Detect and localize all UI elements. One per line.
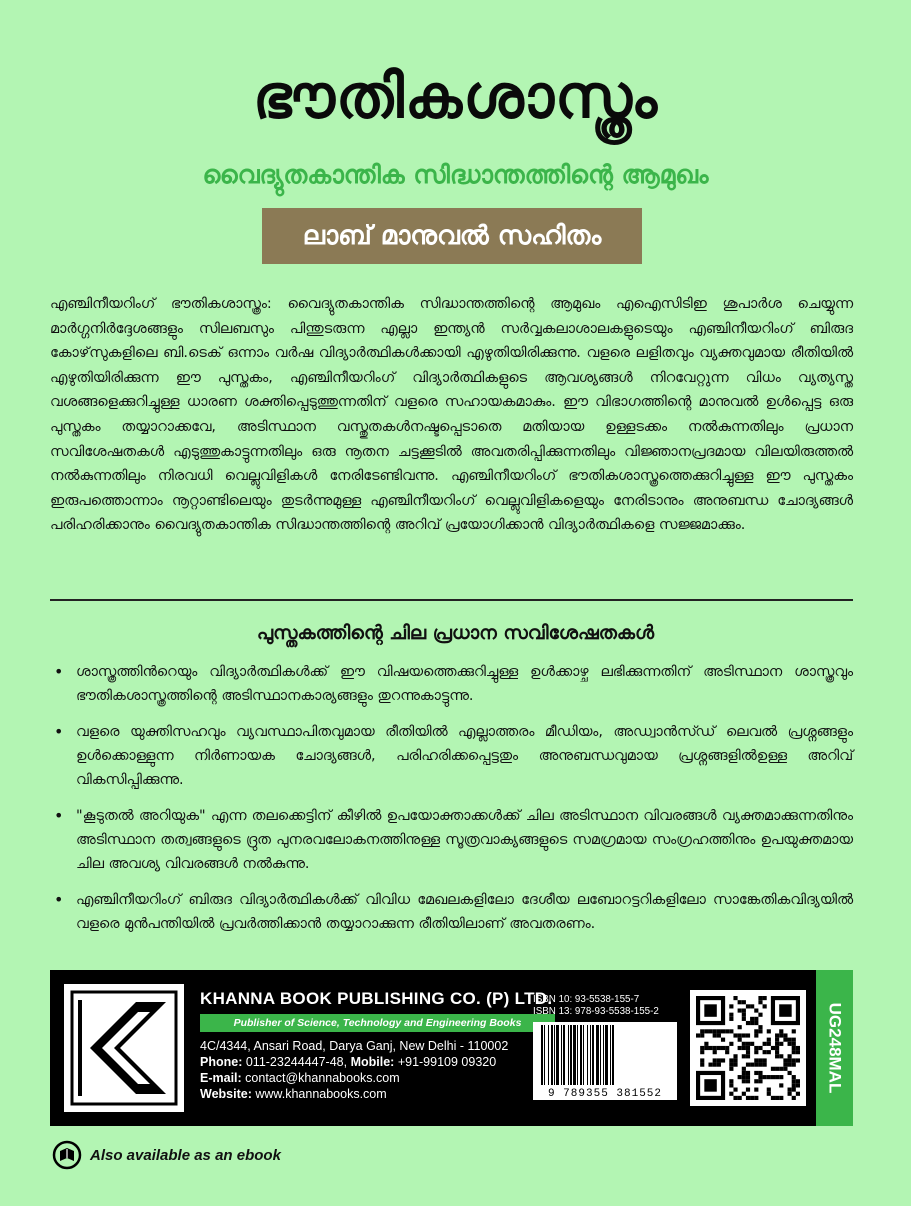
section-divider (50, 599, 853, 601)
qr-module (713, 1058, 717, 1062)
barcode-bar (612, 1025, 614, 1085)
qr-module (792, 1079, 796, 1083)
qr-module (700, 1046, 704, 1050)
qr-module (788, 1038, 792, 1042)
barcode-bar (570, 1025, 572, 1085)
website-value: www.khannabooks.com (255, 1087, 387, 1101)
barcode-bar (548, 1025, 549, 1085)
qr-module (792, 1029, 796, 1033)
qr-module (758, 1029, 762, 1033)
qr-module (754, 1096, 758, 1100)
qr-module (792, 1075, 796, 1079)
barcode-bar (580, 1025, 582, 1085)
qr-module (763, 1050, 767, 1054)
feature-text: വളരെ യുക്തിസഹവും വ്യവസ്ഥാപിതവുമായ രീതിയിൽ എല്ലാത്തരം മീഡിയം, അഡ്വാൻസ്ഡ് ലെവൽ പ്രശ്നങ്ങളും ഉൾക്കൊള്ളുന്ന നിർണായക ചോദ്യങ്ങൾ, പരിഹരിക്കപ്പെട്ടതും അനുബന്ധവുമായ പ്രശ്നങ്ങളിൽഉള്ള അറിവ് വികസിപ്പിക്കുന്നു. (76, 724, 853, 788)
qr-module (746, 1021, 750, 1025)
qr-module (746, 1033, 750, 1037)
qr-module (729, 1017, 733, 1021)
qr-module (796, 1083, 800, 1087)
qr-module (779, 1096, 783, 1100)
qr-module (733, 1096, 737, 1100)
qr-module (721, 1038, 725, 1042)
barcode-bar (596, 1025, 599, 1085)
qr-module (788, 1063, 792, 1067)
barcode-bar (556, 1025, 559, 1085)
barcode-bar (605, 1025, 608, 1085)
qr-module (767, 1038, 771, 1042)
qr-module (721, 1058, 725, 1062)
qr-module (767, 1050, 771, 1054)
qr-module (738, 1038, 742, 1042)
qr-module (788, 1054, 792, 1058)
ebook-availability (52, 1140, 281, 1170)
email-value: contact@khannabooks.com (245, 1071, 400, 1085)
qr-module (775, 1042, 779, 1046)
phone-label: Phone: (200, 1055, 243, 1069)
qr-module (783, 1058, 787, 1062)
qr-module (746, 1042, 750, 1046)
qr-module (713, 1046, 717, 1050)
qr-module (796, 1079, 800, 1083)
qr-module (725, 1046, 729, 1050)
qr-module (796, 1050, 800, 1054)
qr-module (771, 1096, 775, 1100)
qr-module (783, 1063, 787, 1067)
qr-module (758, 1025, 762, 1029)
qr-module (754, 1071, 758, 1075)
qr-module (746, 1075, 750, 1079)
qr-module (796, 1092, 800, 1096)
qr-module (729, 1079, 733, 1083)
publisher-bar (50, 970, 853, 1126)
qr-code-icon (690, 990, 806, 1106)
qr-module (775, 1075, 779, 1079)
qr-module (742, 1092, 746, 1096)
qr-module (754, 1063, 758, 1067)
barcode-bar (577, 1025, 578, 1085)
isbn-13: ISBN 13: 978-93-5538-155-2 (533, 1006, 659, 1017)
qr-module (758, 1058, 762, 1062)
qr-module (742, 1067, 746, 1071)
qr-module (750, 1021, 754, 1025)
barcode-bar (590, 1025, 591, 1085)
publisher-address: 4C/4344, Ansari Road, Darya Ganj, New Delhi - 110002 (200, 1039, 509, 1053)
publisher-tagline: Publisher of Science, Technology and Engineering Books (200, 1014, 555, 1032)
qr-module (763, 1075, 767, 1079)
barcode-bar (551, 1025, 553, 1085)
qr-module (733, 996, 737, 1000)
features-list (50, 660, 853, 948)
qr-module (775, 1038, 779, 1042)
qr-module (771, 1075, 775, 1079)
qr-module (767, 1088, 771, 1092)
barcode-bar (592, 1025, 594, 1085)
qr-module (721, 1046, 725, 1050)
book-code-strip (816, 970, 853, 1126)
qr-module (754, 1058, 758, 1062)
barcode-bar (573, 1025, 576, 1085)
publisher-website-line (200, 1086, 508, 1102)
qr-module (708, 1046, 712, 1050)
barcode-bar (587, 1025, 588, 1085)
qr-module (746, 1050, 750, 1054)
qr-module (779, 1042, 783, 1046)
qr-module (792, 1046, 796, 1050)
qr-module (775, 1067, 779, 1071)
qr-module (754, 1046, 758, 1050)
qr-module (750, 1063, 754, 1067)
qr-module (750, 1042, 754, 1046)
feature-item (50, 804, 853, 876)
qr-module (796, 1058, 800, 1062)
qr-module (754, 1050, 758, 1054)
qr-module (746, 1079, 750, 1083)
qr-module (738, 1025, 742, 1029)
qr-module (775, 1054, 779, 1058)
qr-module (729, 1004, 733, 1008)
feature-text: ശാസ്ത്രത്തിൻറെയും വിദ്യാർത്ഥികൾക്ക് ഈ വിഷയത്തെക്കുറിച്ചുള്ള ഉൾക്കാഴ്ച ലഭിക്കുന്നതിന് അടിസ്ഥാന ശാസ്ത്രവും ഭൗതികശാസ്ത്രത്തിന്റെ അടിസ്ഥാനകാര്യങ്ങളും തുറന്നുകാട്ടുന്നു. (76, 664, 853, 704)
bullet-icon: • (54, 722, 64, 741)
qr-module (742, 1071, 746, 1075)
qr-module (725, 1050, 729, 1054)
barcode-number: 9 789355 381552 (533, 1088, 677, 1100)
website-label: Website: (200, 1087, 252, 1101)
qr-module (742, 1000, 746, 1004)
qr-module (771, 1067, 775, 1071)
qr-module (700, 1029, 704, 1033)
qr-module (746, 1054, 750, 1058)
barcode-bar (600, 1025, 601, 1085)
qr-module (729, 1029, 733, 1033)
qr-module (792, 1038, 796, 1042)
qr-module (792, 1096, 796, 1100)
qr-module (708, 1063, 712, 1067)
barcode-bar (568, 1025, 569, 1085)
qr-module (792, 1050, 796, 1054)
qr-module (738, 1008, 742, 1012)
qr-module (742, 1013, 746, 1017)
qr-module (738, 1046, 742, 1050)
qr-module (754, 1088, 758, 1092)
book-code: UG248MAL (825, 1002, 845, 1094)
qr-module (746, 1063, 750, 1067)
qr-module (763, 1058, 767, 1062)
qr-module (758, 1046, 762, 1050)
qr-module (788, 1042, 792, 1046)
feature-text: എഞ്ചിനീയറിംഗ് ബിരുദ വിദ്യാർത്ഥികൾക്ക് വിവിധ മേഖലകളിലോ ദേശീയ ലബോറട്ടറികളിലോ സാങ്കേതികവിദ്യയിൽ വളരെ മുൻപന്തിയിൽ പ്രവർത്തിക്കാൻ തയ്യാറാക്കുന്ന രീതിയിലാണ് അവതരണം. (76, 892, 853, 932)
feature-item (50, 660, 853, 708)
qr-module (700, 1050, 704, 1054)
qr-module (767, 1075, 771, 1079)
qr-module (704, 1046, 708, 1050)
mobile-value: +91-99109 09320 (397, 1055, 497, 1069)
publisher-contact (200, 1038, 508, 1102)
khanna-k-logo-icon (64, 984, 184, 1112)
qr-module (700, 1033, 704, 1037)
qr-module (729, 1063, 733, 1067)
features-heading: പുസ്തകത്തിന്റെ ചില പ്രധാന സവിശേഷതകൾ (256, 622, 655, 644)
qr-module (779, 1067, 783, 1071)
qr-module (779, 1004, 791, 1016)
qr-module (738, 1075, 742, 1079)
barcode-bar (610, 1025, 611, 1085)
qr-module (713, 1063, 717, 1067)
qr-module (746, 1096, 750, 1100)
qr-module (700, 1058, 704, 1062)
qr-module (704, 1004, 716, 1016)
qr-module (742, 1054, 746, 1058)
ebook-icon (52, 1140, 82, 1170)
qr-module (750, 1004, 754, 1008)
qr-module (717, 1033, 721, 1037)
qr-module (750, 1017, 754, 1021)
ebook-text: Also available as an ebook (90, 1146, 281, 1164)
qr-module (733, 1063, 737, 1067)
qr-module (742, 1042, 746, 1046)
qr-module (779, 1083, 783, 1087)
qr-module (758, 1071, 762, 1075)
qr-module (796, 1046, 800, 1050)
qr-module (704, 1079, 716, 1091)
qr-module (742, 1017, 746, 1021)
qr-module (767, 1029, 771, 1033)
qr-module (788, 1088, 792, 1092)
bullet-icon: • (54, 662, 64, 681)
qr-module (767, 1042, 771, 1046)
barcode-bar (583, 1025, 584, 1085)
qr-module (771, 1046, 775, 1050)
barcode-bar (603, 1025, 604, 1085)
feature-item (50, 888, 853, 936)
barcode-icon (533, 1022, 677, 1088)
qr-module (779, 1033, 783, 1037)
qr-module (758, 996, 762, 1000)
book-description: എഞ്ചിനീയറിംഗ് ഭൗതികശാസ്ത്രം: വൈദ്യുതകാന്തിക സിദ്ധാന്തത്തിന്റെ ആമുഖം എഐസിടിഇ ശുപാർശ ചെയ്യുന്ന മാർഗ്ഗനിർദ്ദേശങ്ങളും സിലബസും പിന്തുടരുന്ന എല്ലാ ഇന്ത്യൻ സർവ്വകലാശാലകളുടെയും എഞ്ചിനീയറിംഗ് ബിരുദ കോഴ്‌സുകളിലെ ബി.ടെക് ഒന്നാം വർഷ വിദ്യാർത്ഥികൾക്കായി എഴുതിയിരിക്കുന്നു. വളരെ ലളിതവും വ്യക്തവുമായ രീതിയിൽ എഴുതിയിരിക്കുന്ന ഈ പുസ്തകം, എഞ്ചിനീയറിംഗ് വിദ്യാർത്ഥികളുടെ ആവശ്യങ്ങൾ നിറവേറ്റുന്ന വിധം വ്യത്യസ്ത വശങ്ങളെക്കുറിച്ചുള്ള ധാരണ ശക്തിപ്പെടുത്തുന്നതിന് വളരെ സഹായകമാകും. ഈ വിഭാഗത്തിന്റെ മാനുവൽ ഉൾപ്പെട്ട ഒരു പുസ്തകം തയ്യാറാക്കവേ, അടിസ്ഥാന വസ്തുതകൾനഷ്ടപ്പെടാതെ മതിയായ ഉള്ളടക്കം നൽകുന്നതിലും പ്രധാന സവിശേഷതകൾ എടുത്തുകാട്ടുന്നതിലും ഒരു നൂതന ചട്ടക്കൂടിൽ അവതരിപ്പിക്കുന്നതിലും വിജ്ഞാനപ്രദമായ വിലയിരുത്തൽ നൽകുന്നതിലും നിരവധി വെല്ലുവിളികൾ നേരിടേണ്ടിവന്നു. എഞ്ചിനീയറിംഗ് ഭൗതികശാസ്ത്രത്തെക്കുറിച്ചുള്ള ഈ പുസ്തകം ഇരുപത്തൊന്നാം നൂറ്റാണ്ടിലെയും തുടർന്നുമുള്ള എഞ്ചിനീയറിംഗ് വെല്ലുവിളികളെയും നേരിടാനും അനുബന്ധ ചോദ്യങ്ങൾ പരിഹരിക്കാനും വൈദ്യുതകാന്തിക സിദ്ധാന്തത്തിന്റെ അറിവ് പ്രയോഗിക്കാൻ വിദ്യാർത്ഥികളെ സജ്ജമാക്കും. (50, 296, 853, 534)
qr-module (746, 1071, 750, 1075)
qr-module (758, 1079, 762, 1083)
qr-module (754, 1029, 758, 1033)
qr-module (721, 1029, 725, 1033)
qr-module (775, 1096, 779, 1100)
qr-module (746, 1004, 750, 1008)
qr-module (729, 1083, 733, 1087)
qr-module (779, 1075, 783, 1079)
feature-text: "കൂടുതൽ അറിയുക" എന്ന തലക്കെട്ടിന് കീഴിൽ ഉപയോക്താക്കൾക്ക് ചില അടിസ്ഥാന വിവരങ്ങൾ വ്യക്തമാക്കുന്നതിനും അടിസ്ഥാന തത്വങ്ങളുടെ ദ്രുത പുനരവലോകനത്തിനുള്ള സൂത്രവാക്യങ്ങളുടെ സമഗ്രമായ സംഗ്രഹത്തിനും ഉപയുക്തമായ ചില അവശ്യ വിവരങ്ങൾ നൽകുന്നു. (76, 808, 853, 872)
qr-module (717, 1063, 721, 1067)
qr-module (746, 1046, 750, 1050)
qr-module (758, 1075, 762, 1079)
qr-module (729, 1092, 733, 1096)
qr-module (713, 1029, 717, 1033)
qr-module (708, 1029, 712, 1033)
qr-module (788, 1092, 792, 1096)
qr-module (704, 1029, 708, 1033)
qr-module (775, 1033, 779, 1037)
qr-module (704, 1042, 708, 1046)
qr-module (717, 1029, 721, 1033)
qr-module (792, 1088, 796, 1092)
qr-module (788, 1058, 792, 1062)
qr-module (750, 1096, 754, 1100)
qr-module (763, 1042, 767, 1046)
phone-value: 011-23244447-48, (245, 1055, 348, 1069)
mobile-label: Mobile: (350, 1055, 395, 1069)
qr-module (738, 1000, 742, 1004)
qr-module (733, 1058, 737, 1062)
lab-manual-badge: ലാബ് മാനുവൽ സഹിതം (262, 208, 642, 264)
feature-item (50, 720, 853, 792)
qr-module (792, 1042, 796, 1046)
publisher-email-line (200, 1070, 508, 1086)
qr-module (763, 1063, 767, 1067)
barcode-bar (561, 1025, 562, 1085)
publisher-name: KHANNA BOOK PUBLISHING CO. (P) LTD. (200, 989, 553, 1008)
qr-module (792, 1063, 796, 1067)
qr-module (713, 1050, 717, 1054)
qr-module (717, 1058, 721, 1062)
qr-module (738, 1096, 742, 1100)
qr-module (746, 1088, 750, 1092)
qr-module (758, 1013, 762, 1017)
qr-module (788, 1071, 792, 1075)
qr-module (742, 1033, 746, 1037)
qr-module (754, 1008, 758, 1012)
qr-module (763, 1004, 767, 1008)
barcode-bar (544, 1025, 545, 1085)
qr-module (742, 1075, 746, 1079)
qr-module (775, 1046, 779, 1050)
isbn-10: ISBN 10: 93-5538-155-7 (533, 994, 640, 1005)
qr-module (792, 1083, 796, 1087)
bullet-icon: • (54, 890, 64, 909)
qr-module (738, 1033, 742, 1037)
qr-module (783, 1067, 787, 1071)
barcode-bar (541, 1025, 543, 1085)
book-title: ഭൗതികശാസ്ത്രം (252, 62, 659, 132)
qr-module (713, 1033, 717, 1037)
book-subtitle: വൈദ്യുതകാന്തിക സിദ്ധാന്തത്തിന്റെ ആമുഖം (202, 160, 709, 189)
qr-module (758, 1063, 762, 1067)
qr-module (783, 1038, 787, 1042)
qr-module (742, 1079, 746, 1083)
publisher-phone-line (200, 1054, 508, 1070)
qr-module (775, 1050, 779, 1054)
qr-module (717, 1046, 721, 1050)
barcode-area (533, 994, 681, 1106)
qr-module (729, 1013, 733, 1017)
qr-module (696, 1033, 700, 1037)
qr-module (754, 1021, 758, 1025)
qr-module (754, 1033, 758, 1037)
qr-module (758, 1000, 762, 1004)
qr-module (733, 1088, 737, 1092)
barcode-bar (554, 1025, 555, 1085)
qr-module (729, 1067, 733, 1071)
qr-module (725, 1029, 729, 1033)
bullet-icon: • (54, 806, 64, 825)
qr-module (754, 1079, 758, 1083)
qr-module (763, 996, 767, 1000)
qr-module (733, 1054, 737, 1058)
barcode-bar (563, 1025, 565, 1085)
qr-module (729, 1058, 733, 1062)
qr-module (733, 1033, 737, 1037)
qr-module (754, 1017, 758, 1021)
qr-module (700, 1063, 704, 1067)
qr-module (742, 1008, 746, 1012)
qr-module (742, 1046, 746, 1050)
email-label: E-mail: (200, 1071, 242, 1085)
qr-module (792, 1058, 796, 1062)
qr-module (729, 1042, 733, 1046)
qr-module (783, 1033, 787, 1037)
qr-module (767, 1092, 771, 1096)
qr-module (779, 1029, 783, 1033)
qr-module (779, 1054, 783, 1058)
